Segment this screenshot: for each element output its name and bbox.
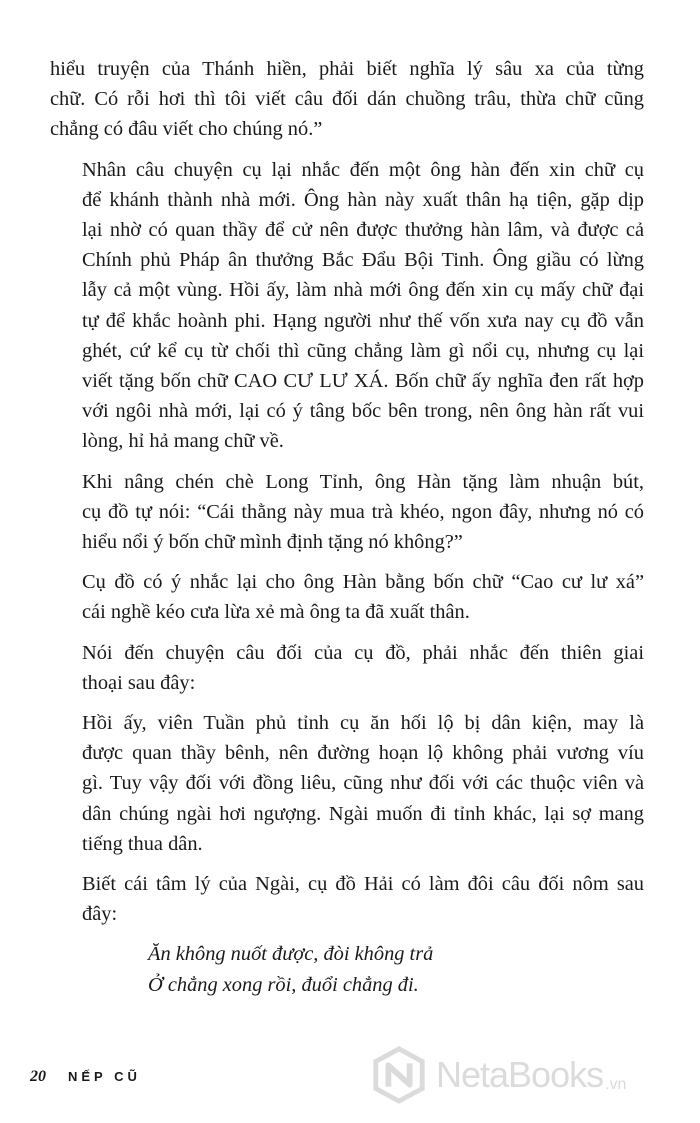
text-line: để khánh thành nhà mới. Ông hàn này xuất thân hạ tiện, gặp dịp (82, 188, 644, 211)
watermark (370, 1040, 690, 1110)
text-line: tự để khắc hoành phi. Hạng người như thế vốn xưa nay cụ đồ vẫn (82, 309, 644, 332)
text-line: viết tặng bốn chữ CAO CƯ LƯ XÁ. Bốn chữ ấy nghĩa đen rất hợp (82, 370, 644, 393)
text-line: với ngôi nhà mới, lại có ý tâng bốc bên trong, nên ông hàn rất vui (82, 400, 644, 423)
text-line: Hồi ấy, viên Tuần phủ tỉnh cụ ăn hối lộ bị dân kiện, may là (82, 712, 644, 735)
verse-line: Ở chẳng xong rồi, đuổi chẳng đi. (148, 973, 419, 996)
netabooks-logo-icon (370, 1046, 428, 1104)
text-line: Nhân câu chuyện cụ lại nhắc đến một ông hàn đến xin chữ cụ (82, 158, 644, 181)
text-line: hiểu truyện của Thánh hiền, phải biết nghĩa lý sâu xa của từng (50, 58, 644, 80)
page-footer (30, 1068, 141, 1086)
text-line: đây: (82, 903, 118, 926)
paragraph (50, 567, 644, 627)
paragraph (50, 708, 644, 859)
text-line: hiểu nổi ý bốn chữ mình định tặng nó không?” (82, 531, 463, 554)
text-line: thoại sau đây: (82, 671, 196, 694)
text-line: ghét, cứ kể cụ từ chối thì cũng chẳng làm gì nổi cụ, nhưng cụ lại (82, 339, 644, 362)
text-line: chẳng có đâu viết cho chúng nó.” (50, 118, 323, 141)
text-line: lòng, hỉ hả mang chữ về. (82, 430, 284, 453)
text-line: cụ đồ tự nói: “Cái thằng này mua trà khéo, ngon đây, nhưng nó có (82, 500, 644, 523)
running-head: NẾP CŨ (68, 1069, 141, 1084)
text-line: chữ. Có rỗi hơi thì tôi viết câu đối dán chuồng trâu, thừa chữ cũng (50, 88, 644, 111)
text-line: lại nhờ có quan thầy để cử nên được thưởng hàn lâm, và được cả (82, 219, 644, 242)
text-line: Nói đến chuyện câu đối của cụ đồ, phải nhắc đến thiên giai (82, 641, 644, 664)
paragraph (50, 869, 644, 929)
page-number: 20 (30, 1068, 46, 1085)
verse-couplet (148, 939, 644, 999)
text-line: cái nghề kéo cưa lừa xẻ mà ông ta đã xuất thân. (82, 601, 470, 624)
paragraph (50, 54, 644, 145)
text-line: Khi nâng chén chè Long Tỉnh, ông Hàn tặng làm nhuận bút, (82, 470, 644, 493)
text-line: Chính phủ Pháp ân thưởng Bắc Đẩu Bội Tinh. Ông giầu có lừng (82, 249, 644, 272)
watermark-text: NetaBooks (436, 1054, 604, 1095)
body-text (50, 54, 644, 1000)
watermark-suffix: .vn (605, 1076, 627, 1093)
verse-line: Ăn không nuốt được, đòi không trả (148, 943, 434, 966)
text-line: dân chúng ngài hơi ngượng. Ngài muốn đi tỉnh khác, lại sợ mang (82, 802, 644, 825)
text-line: tiếng thua dân. (82, 832, 203, 855)
text-line: được quan thầy bênh, nên đường hoạn lộ không phải vương víu (82, 742, 644, 765)
text-line: Cụ đồ có ý nhắc lại cho ông Hàn bằng bốn chữ “Cao cư lư xá” (82, 571, 644, 594)
paragraph (50, 638, 644, 698)
paragraph (50, 155, 644, 457)
text-line: gì. Tuy vậy đối với đồng liêu, cũng như đối với các thuộc viên và (82, 772, 644, 795)
text-line: lẫy cả một vùng. Hồi ấy, làm nhà mới ông đến xin cụ mấy chữ đại (82, 279, 644, 302)
paragraph (50, 467, 644, 558)
text-line: Biết cái tâm lý của Ngài, cụ đồ Hải có làm đôi câu đối nôm sau (82, 873, 644, 896)
